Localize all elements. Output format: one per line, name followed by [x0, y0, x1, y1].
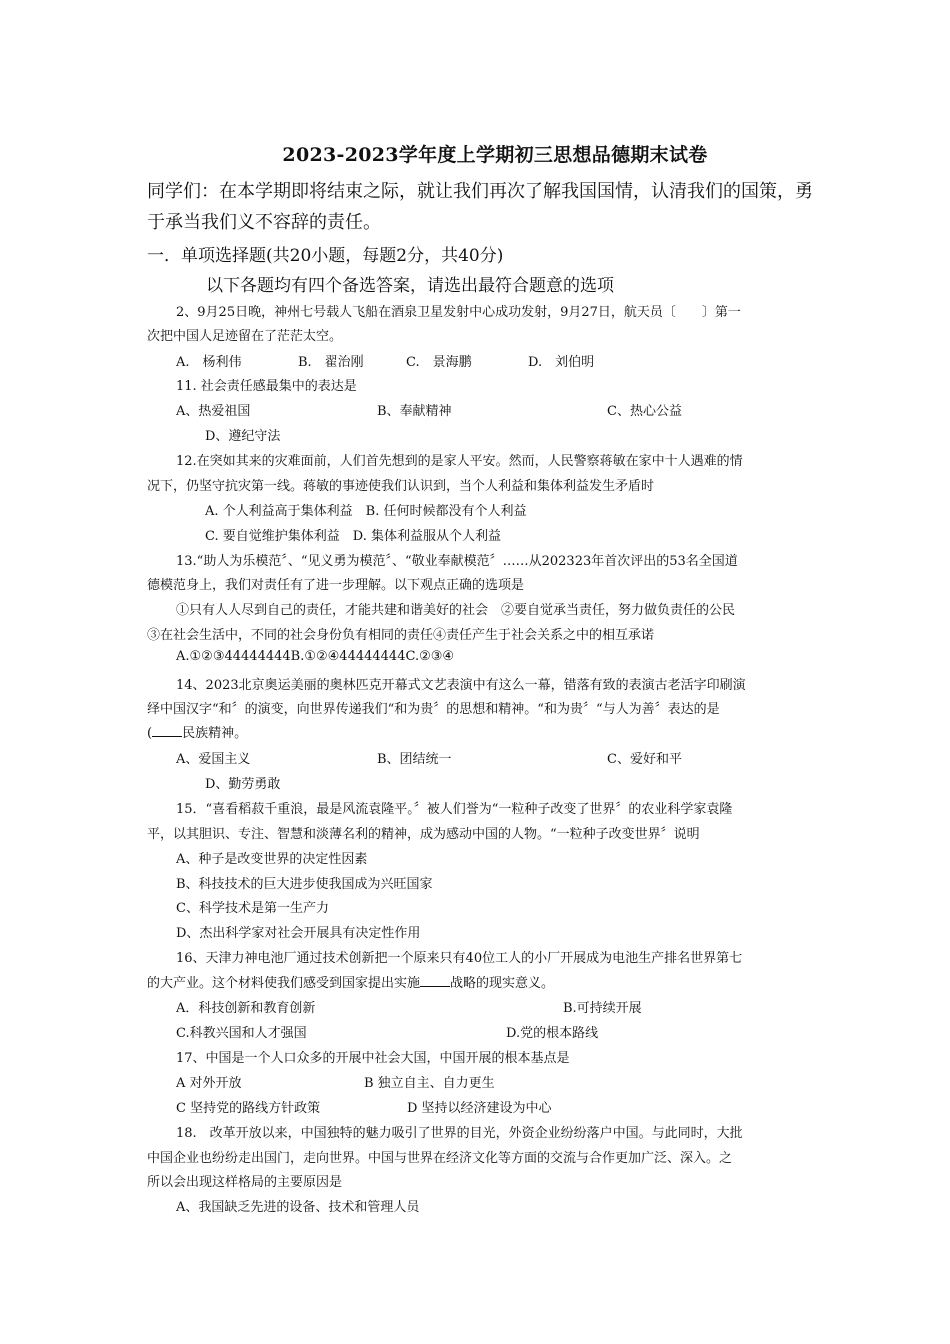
- question-16-stem-cont: [147, 972, 554, 991]
- question-14-option-c: C、爱好和平: [607, 752, 682, 767]
- question-17-stem: 17、中国是一个人口众多的开展中社会大国，中国开展的根本基点是: [176, 1051, 570, 1066]
- question-16-stem-pre: 的大产业。这个材料使我们感受到国家提出实施: [147, 976, 421, 991]
- question-14-stem-end: [147, 722, 247, 741]
- question-11-option-b: B、奉献精神: [377, 404, 452, 419]
- question-11-stem: 11. 社会责任感最集中的表达是: [176, 379, 357, 394]
- question-13-statements: ①只有人人尽到自己的责任，才能共建和谐美好的社会 ②要自觉承当责任，努力做负责任的公民: [176, 603, 736, 618]
- section-instruction: 以下各题均有四个备选答案，请选出最符合题意的选项: [206, 276, 614, 296]
- question-18-stem-cont: 中国企业也纷纷走出国门，走向世界。中国与世界在经济文化等方面的交流与合作更加广泛、深入。之: [147, 1151, 733, 1166]
- question-15-option-c: C、科学技术是第一生产力: [176, 901, 329, 916]
- question-16-stem-post: 战略的现实意义。: [450, 976, 555, 991]
- question-2-stem: 2、9月25日晚，神州七号载人飞船在酒泉卫星发射中心成功发射，9月27日，航天员〔 〕第一: [176, 305, 741, 320]
- question-12-options-cd: C. 要自觉维护集体利益 D. 集体利益服从个人利益: [205, 529, 501, 544]
- section-heading: 一．单项选择题(共20小题，每题2分，共40分): [147, 246, 504, 266]
- question-17-option-c: C 坚持党的路线方针政策: [176, 1101, 321, 1116]
- question-15-stem-cont: 平，以其胆识、专注、智慧和淡薄名利的精神，成为感动中国的人物。“一粒种子改变世界〞说明: [147, 827, 700, 842]
- question-15-option-a: A、种子是改变世界的决定性因素: [176, 852, 368, 867]
- question-15-option-d: D、杰出科学家对社会开展具有决定性作用: [176, 926, 421, 941]
- question-14-stem-tail: 民族精神。: [182, 726, 248, 741]
- question-2-option-a: A. 杨利伟: [176, 355, 242, 370]
- question-17-option-b: B 独立自主、自力更生: [364, 1076, 495, 1091]
- question-13-options: A.①②③44444444B.①②④44444444C.②③④: [176, 649, 455, 664]
- question-16-stem: 16、天津力神电池厂通过技术创新把一个原来只有40位工人的小厂开展成为电池生产排名世界第七: [176, 951, 743, 966]
- question-13-statements-cont: ③在社会生活中，不同的社会身份负有相同的责任④责任产生于社会关系之中的相互承诺: [147, 628, 655, 643]
- question-14-option-b: B、团结统一: [377, 752, 452, 767]
- question-15-stem: 15．“喜看稻菽千重浪，最是风流袁隆平。〞被人们誉为“一粒种子改变了世界〞的农业科学家袁隆: [176, 802, 733, 817]
- question-12-options-ab: A. 个人利益高于集体利益 B. 任何时候都没有个人利益: [205, 504, 527, 519]
- exam-title: 2023-2023学年度上学期初三思想品德期末试卷: [282, 144, 708, 166]
- question-16-option-a: A．科技创新和教育创新: [176, 1001, 316, 1016]
- question-15-option-b: B、科技技术的巨大进步使我国成为兴旺国家: [176, 877, 433, 892]
- question-16-option-b: B.可持续开展: [563, 1001, 642, 1016]
- question-13-stem-cont: 德模范身上，我们对责任有了进一步理解。以下观点正确的选项是: [147, 578, 525, 593]
- question-16-option-d: D.党的根本路线: [506, 1026, 599, 1041]
- question-11-option-d: D、遵纪守法: [205, 429, 281, 444]
- intro-paragraph: 同学们：在本学期即将结束之际，就让我们再次了解我国国情，认清我们的国策，勇于承当我们义不容辞的责任。: [147, 181, 813, 233]
- question-17-option-d: D 坚持以经济建设为中心: [407, 1101, 552, 1116]
- question-14-stem: 14、2023北京奥运美丽的奥林匹克开幕式文艺表演中有这么一幕，错落有致的表演古老活字印刷演: [176, 678, 746, 693]
- question-12-stem: 12.在突如其来的灾难面前，人们首先想到的是家人平安。然而，人民警察蒋敏在家中十人遇难的情: [176, 454, 743, 469]
- question-14-stem-cont: 绎中国汉字“和〞的演变，向世界传递我们“和为贵〞的思想和精神。“和为贵〞“与人为善〞表达的是: [147, 702, 720, 717]
- question-13-stem: 13.“助人为乐模范〞、“见义勇为模范〞、“敬业奉献模范〞……从202323年首次评出的53名全国道: [176, 554, 738, 569]
- question-18-option-a: A、我国缺乏先进的设备、技术和管理人员: [176, 1200, 420, 1215]
- question-2-option-b: B. 翟治刚: [298, 355, 364, 370]
- question-2-option-c: C. 景海鹏: [406, 355, 472, 370]
- question-2-stem-cont: 次把中国人足迹留在了茫茫太空。: [147, 329, 343, 344]
- question-2-option-d: D. 刘伯明: [528, 355, 595, 370]
- answer-blank: [420, 974, 450, 987]
- question-11-option-a: A、热爱祖国: [176, 404, 251, 419]
- question-14-option-a: A、爱国主义: [176, 752, 251, 767]
- question-14-option-d: D、勤劳勇敢: [205, 777, 281, 792]
- question-17-option-a: A 对外开放: [176, 1076, 242, 1091]
- question-18-stem: 18. 改革开放以来，中国独特的魅力吸引了世界的目光，外资企业纷纷落户中国。与此同时，大批: [176, 1126, 743, 1141]
- answer-blank: [152, 724, 182, 737]
- question-18-stem-end: 所以会出现这样格局的主要原因是: [147, 1175, 343, 1190]
- question-16-option-c: C.科教兴国和人才强国: [176, 1026, 307, 1041]
- question-12-stem-cont: 况下，仍坚守抗灾第一线。蒋敏的事迹使我们认识到，当个人利益和集体利益发生矛盾时: [147, 479, 655, 494]
- question-14-paren: (: [147, 726, 153, 741]
- question-11-option-c: C、热心公益: [607, 404, 682, 419]
